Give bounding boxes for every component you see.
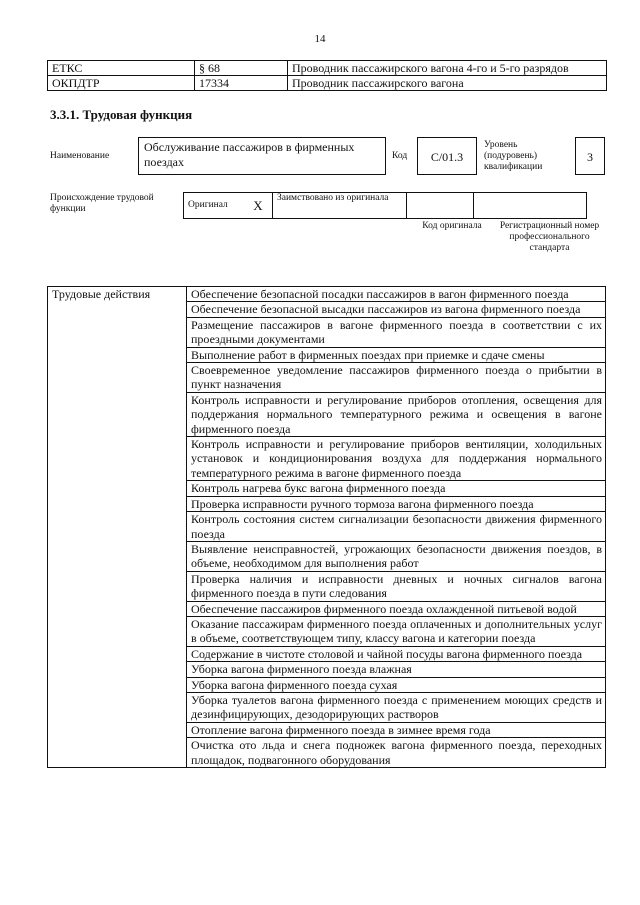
function-name-box — [138, 137, 386, 175]
action-item: Контроль исправности и регулирование приборов вентиляции, холодильных установок и кондиционирования воздуха для поддержания нормального температурного режима в вагоне фирменного поезда — [187, 437, 606, 481]
action-item: Размещение пассажиров в вагоне фирменного поезда в соответствии с их проездными документами — [187, 317, 606, 347]
classifier-code: ОКПДТР — [48, 76, 195, 91]
function-code-box — [417, 137, 477, 175]
action-item: Уборка вагона фирменного поезда сухая — [187, 677, 606, 692]
action-item: Проверка наличия и исправности дневных и ночных сигналов вагона фирменного поезда в пути следования — [187, 571, 606, 601]
name-label: Наименование — [50, 151, 110, 161]
classifier-ref: 17334 — [195, 76, 288, 91]
code-caption: Код оригинала — [422, 221, 482, 231]
action-item: Контроль нагрева букс вагона фирменного поезда — [187, 481, 606, 496]
action-item: Содержание в чистоте столовой и чайной посуды вагона фирменного поезда — [187, 646, 606, 661]
labor-actions-header: Трудовые действия — [48, 287, 187, 768]
origin-table — [183, 192, 587, 219]
original-label: Оригинал — [184, 193, 245, 219]
function-name: Обслуживание пассажиров в фирменных поездах — [144, 140, 355, 169]
level-value: 3 — [587, 150, 593, 164]
action-item: Отопление вагона фирменного поезда в зимнее время года — [187, 722, 606, 737]
page-number: 14 — [314, 33, 326, 45]
registration-number-cell — [474, 193, 587, 219]
classifier-table — [47, 60, 607, 91]
action-item: Выполнение работ в фирменных поездах при приемке и сдаче смены — [187, 347, 606, 362]
origin-label: Происхождение трудовой функции — [50, 193, 154, 214]
level-label: Уровень (подуровень) квалификации — [484, 140, 543, 172]
action-item: Обеспечение безопасной посадки пассажиров в вагон фирменного поезда — [187, 287, 606, 302]
table-row — [48, 287, 606, 302]
original-mark: X — [244, 193, 273, 219]
action-item: Контроль состояния систем сигнализации безопасности движения фирменного поезда — [187, 512, 606, 542]
original-code-cell — [407, 193, 474, 219]
action-item: Уборка вагона фирменного поезда влажная — [187, 662, 606, 677]
registration-caption: Регистрационный номер профессионального стандарта — [499, 221, 600, 253]
classifier-ref: § 68 — [195, 61, 288, 76]
action-item: Оказание пассажирам фирменного поезда оплаченных и дополнительных услуг в объеме, соответствующем типу, классу вагона и категории поезда — [187, 616, 606, 646]
classifier-title: Проводник пассажирского вагона — [288, 76, 607, 91]
code-label: Код — [392, 151, 408, 161]
classifier-code: ЕТКС — [48, 61, 195, 76]
classifier-row — [48, 76, 607, 91]
action-item: Своевременное уведомление пассажиров фирменного поезда о прибытии в пункт назначения — [187, 363, 606, 393]
level-box — [575, 137, 605, 175]
classifier-title: Проводник пассажирского вагона 4-го и 5-го разрядов — [288, 61, 607, 76]
borrowed-label: Заимствовано из оригинала — [273, 193, 407, 219]
action-item: Проверка исправности ручного тормоза вагона фирменного поезда — [187, 496, 606, 511]
action-item: Контроль исправности и регулирование приборов отопления, освещения для поддержания нормального температурного режима и освещения в вагоне фирменного поезда — [187, 392, 606, 436]
action-item: Обеспечение пассажиров фирменного поезда охлажденной питьевой водой — [187, 601, 606, 616]
labor-actions-table — [47, 286, 606, 768]
action-item: Выявление неисправностей, угрожающих безопасности движения поездов, в объеме, необходимом для выполнения работ — [187, 541, 606, 571]
section-title: 3.3.1. Трудовая функция — [50, 107, 193, 122]
classifier-row — [48, 61, 607, 76]
action-item: Уборка туалетов вагона фирменного поезда с применением моющих средств и дезинфицирующих, дезодорирующих растворов — [187, 692, 606, 722]
function-code: С/01.3 — [430, 150, 464, 164]
action-item: Очистка ото льда и снега подножек вагона фирменного поезда, переходных площадок, подвагонного оборудования — [187, 738, 606, 768]
action-item: Обеспечение безопасной высадки пассажиров из вагона фирменного поезда — [187, 302, 606, 317]
